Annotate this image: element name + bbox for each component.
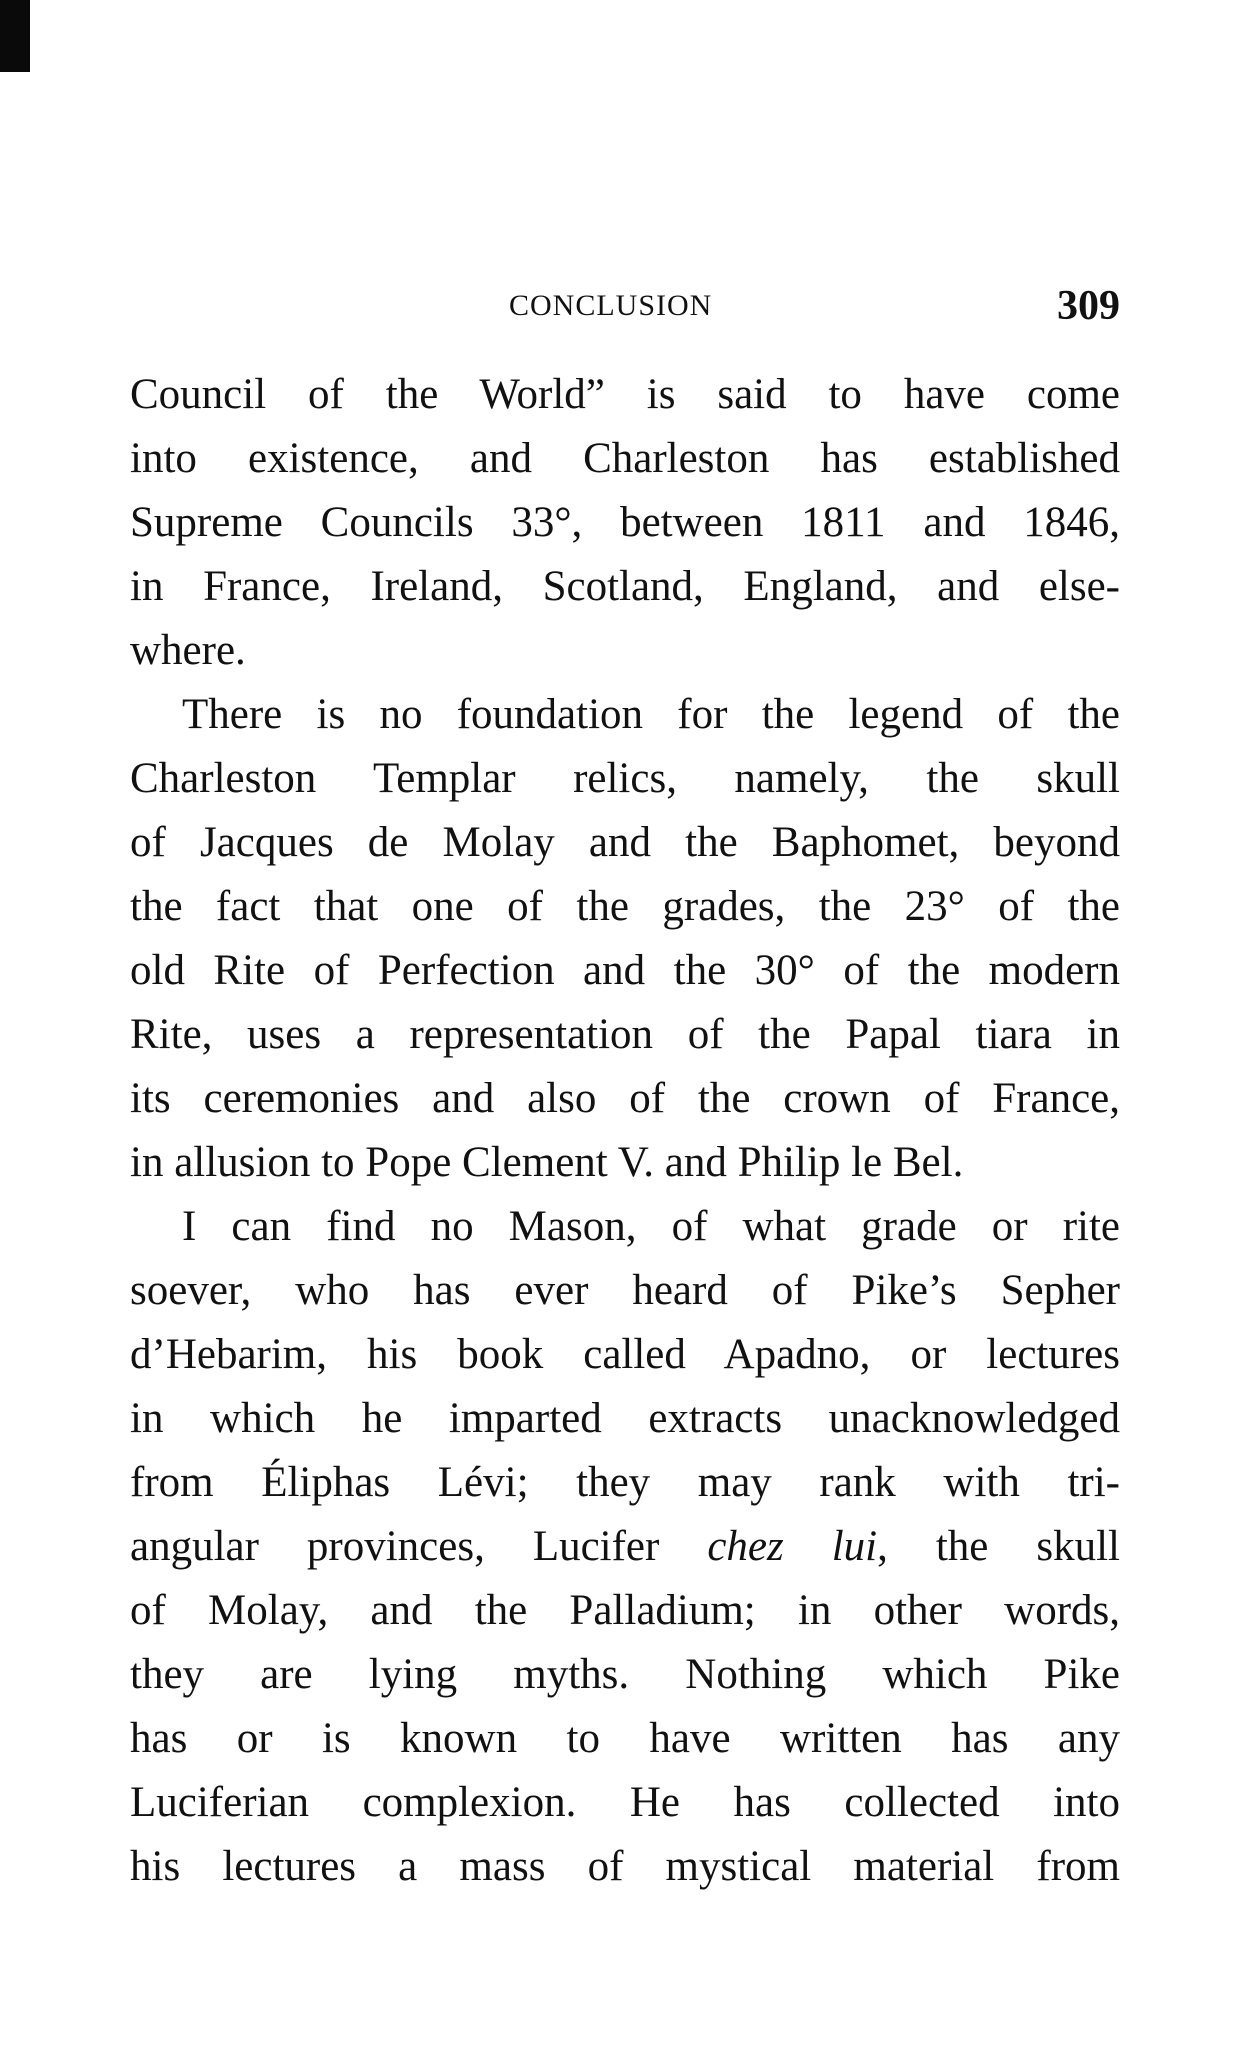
running-head bbox=[130, 283, 1120, 329]
running-head-title: CONCLUSION bbox=[509, 289, 713, 322]
body-text bbox=[130, 363, 1120, 1899]
paragraph-end-line: in allusion to Pope Clement V. and Philip le Bel. bbox=[130, 1139, 964, 1186]
text-line: Charleston Templar relics, namely, the skull bbox=[130, 755, 1120, 802]
text-line: has or is known to have written has any bbox=[130, 1715, 1120, 1762]
italic-phrase: chez lui bbox=[707, 1523, 878, 1570]
text-line: they are lying myths. Nothing which Pike bbox=[130, 1651, 1120, 1698]
text-line: Rite, uses a representation of the Papal tiara in bbox=[130, 1011, 1120, 1058]
text-line: soever, who has ever heard of Pike’s Sepher bbox=[130, 1267, 1120, 1314]
paragraph-start-line: I can find no Mason, of what grade or rite bbox=[182, 1203, 1120, 1250]
text-line: of Molay, and the Palladium; in other words, bbox=[130, 1587, 1120, 1634]
text-line-with-italic bbox=[130, 1515, 1120, 1579]
text-line: Supreme Councils 33°, between 1811 and 1846, bbox=[130, 499, 1120, 546]
text-line: Luciferian complexion. He has collected into bbox=[130, 1779, 1120, 1826]
scan-edge-mark bbox=[0, 0, 30, 72]
text-line: into existence, and Charleston has established bbox=[130, 435, 1120, 482]
text-run: angular provinces, Lucifer bbox=[130, 1523, 708, 1570]
text-line: from Éliphas Lévi; they may rank with tri- bbox=[130, 1459, 1120, 1506]
text-run: , the skull bbox=[877, 1523, 1120, 1570]
paragraph-end-line: where. bbox=[130, 627, 246, 674]
paragraph-start-line: There is no foundation for the legend of the bbox=[182, 691, 1120, 738]
page-number: 309 bbox=[1057, 283, 1120, 329]
text-line: its ceremonies and also of the crown of France, bbox=[130, 1075, 1120, 1122]
text-line: in France, Ireland, Scotland, England, and else- bbox=[130, 563, 1120, 610]
text-line: his lectures a mass of mystical material from bbox=[130, 1843, 1120, 1890]
text-line: Council of the World” is said to have come bbox=[130, 371, 1120, 418]
text-line: d’Hebarim, his book called Apadno, or lectures bbox=[130, 1331, 1120, 1378]
text-line: of Jacques de Molay and the Baphomet, beyond bbox=[130, 819, 1120, 866]
text-line: the fact that one of the grades, the 23° of the bbox=[130, 883, 1120, 930]
text-line: in which he imparted extracts unacknowledged bbox=[130, 1395, 1120, 1442]
text-line: old Rite of Perfection and the 30° of the modern bbox=[130, 947, 1120, 994]
